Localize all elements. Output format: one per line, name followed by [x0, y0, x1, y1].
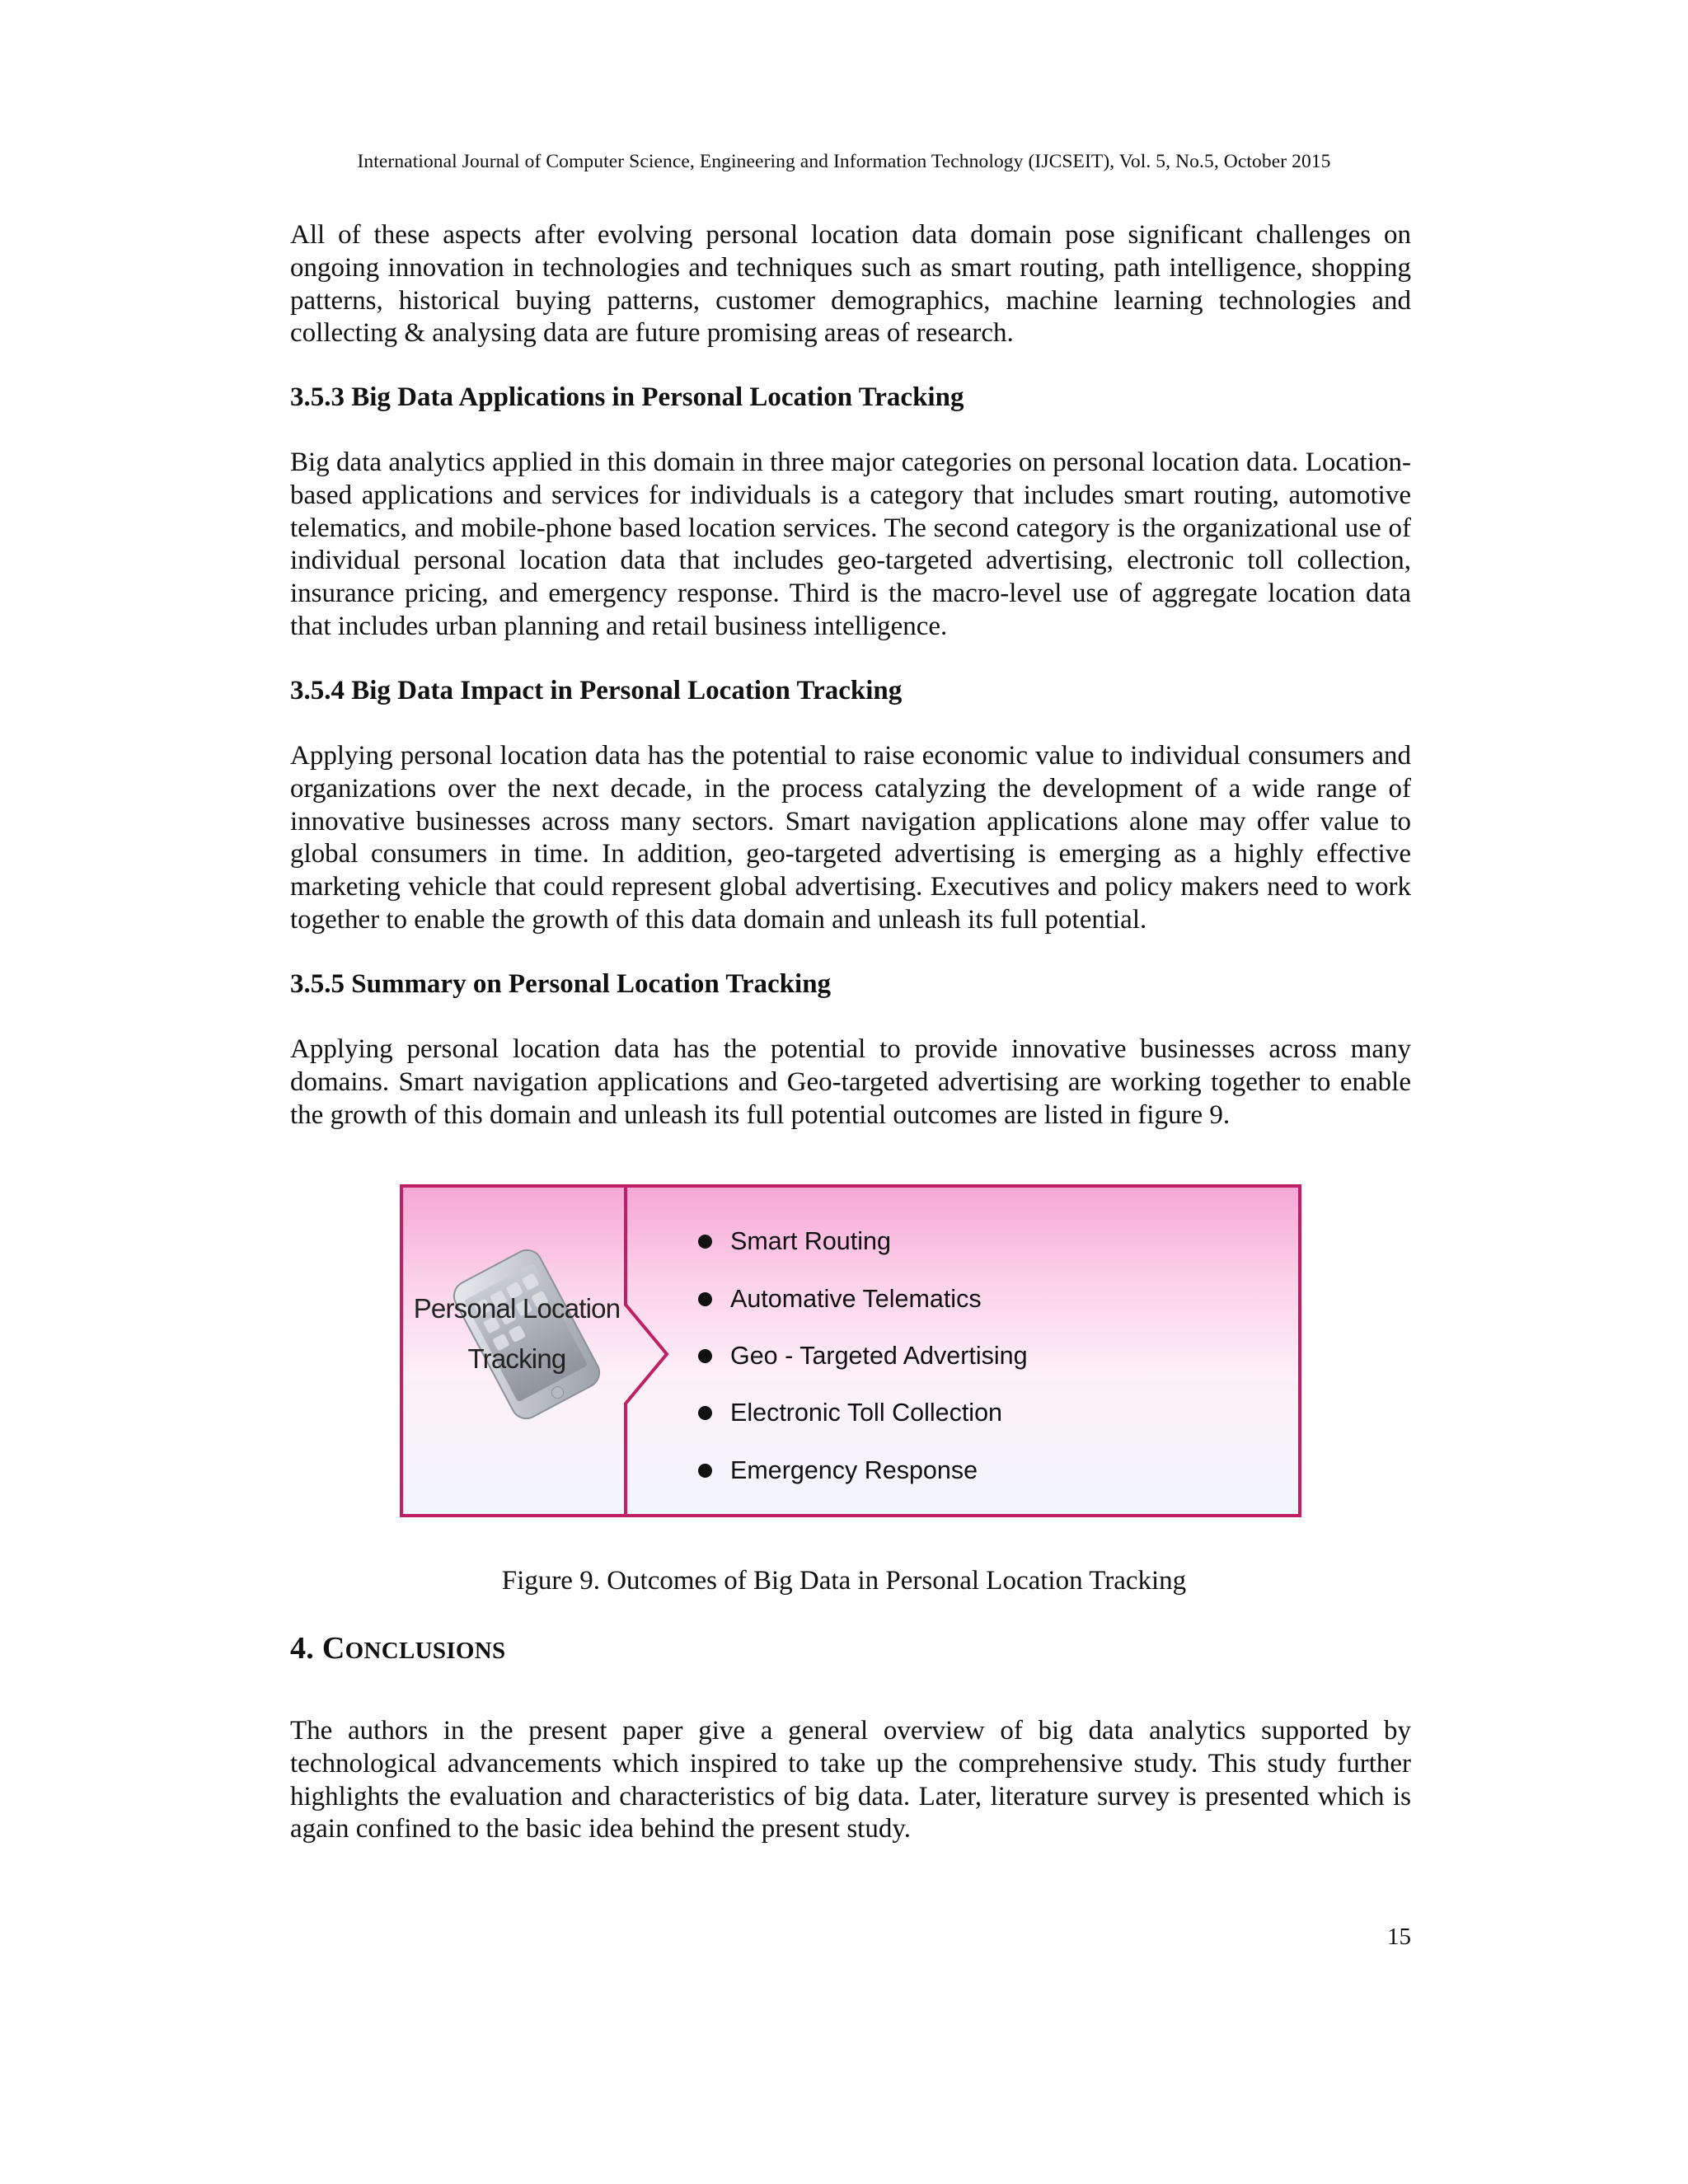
conclusions-rest: ONCLUSIONS	[345, 1638, 506, 1664]
page-number: 15	[1387, 1924, 1411, 1950]
section-3-5-3-body: Big data analytics applied in this domain in three major categories on personal location data. Location-based applications and services for individuals is a category that includes smart routing, automotive telematics, and mobile-phone based location services. The second category is the organizational use of individual personal location data that includes geo-targeted advertising, electronic toll collection, insurance pricing, and emergency response. Third is the macro-level use of aggregate location data that includes urban planning and retail business intelligence.	[290, 448, 1411, 641]
list-item: Automative Telematics	[698, 1270, 1028, 1327]
section-3-5-3-heading: 3.5.3 Big Data Applications in Personal Location Tracking	[290, 382, 964, 412]
list-item: Geo - Targeted Advertising	[698, 1328, 1028, 1385]
conclusions-heading	[290, 1630, 505, 1666]
bullet-icon	[698, 1235, 712, 1249]
bullet-icon	[698, 1406, 712, 1420]
section-3-5-4-body: Applying personal location data has the potential to raise economic value to individual consumers and organizations over the next decade, in the process catalyzing the development of a wide range of innovative businesses across many sectors. Smart navigation applications alone may offer value to global consumers in time. In addition, geo-targeted advertising is emerging as a highly effective marketing vehicle that could represent global advertising. Executives and policy makers need to work together to enable the growth of this data domain and unleash its full potential.	[290, 741, 1411, 935]
section-3-5-5-heading: 3.5.5 Summary on Personal Location Tracking	[290, 969, 832, 999]
list-item: Electronic Toll Collection	[698, 1385, 1028, 1441]
outcomes-list	[698, 1213, 1028, 1499]
figure-caption: Figure 9. Outcomes of Big Data in Personal Location Tracking	[501, 1566, 1187, 1596]
conclusions-body: The authors in the present paper give a general overview of big data analytics supported by technological advancements which inspired to take up the comprehensive study. This study further highlights the evaluation and characteristics of big data. Later, literature survey is presented which is again confined to the basic idea behind the present study.	[290, 1716, 1411, 1844]
intro-paragraph: All of these aspects after evolving personal location data domain pose significant challenges on ongoing innovation in technologies and techniques such as smart routing, path intelligence, shopping patterns, historical buying patterns, customer demographics, machine learning technologies and collecting & analysing data are future promising areas of research.	[290, 220, 1411, 349]
figure-title-line1: Personal Location	[413, 1293, 621, 1324]
journal-header: International Journal of Computer Science, Engineering and Information Technology (IJCSEIT), Vol. 5, No.5, October 2015	[357, 151, 1331, 172]
bullet-icon	[698, 1464, 712, 1478]
list-item: Emergency Response	[698, 1442, 1028, 1499]
chevron-divider	[626, 1188, 667, 1517]
figure-9-diagram	[400, 1184, 1301, 1517]
section-3-5-4-heading: 3.5.4 Big Data Impact in Personal Location Tracking	[290, 676, 903, 705]
bullet-icon	[698, 1349, 712, 1363]
section-3-5-5-body: Applying personal location data has the potential to provide innovative businesses across many domains. Smart navigation applications and Geo-targeted advertising are working together to enable the growth of this domain and unleash its full potential outcomes are listed in figure 9.	[290, 1034, 1411, 1130]
figure-title-line2: Tracking	[467, 1343, 566, 1374]
conclusions-number: 4.	[290, 1631, 322, 1666]
list-item: Smart Routing	[698, 1213, 1028, 1270]
bullet-icon	[698, 1292, 712, 1306]
smartphone-icon	[449, 1245, 605, 1424]
conclusions-initial: C	[321, 1631, 345, 1666]
